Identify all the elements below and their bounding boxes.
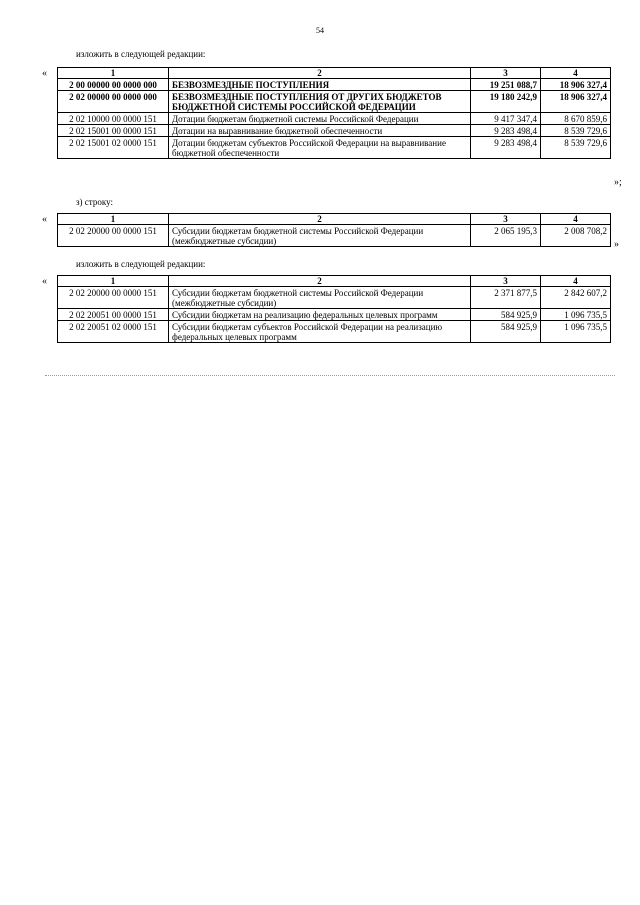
budget-code-cell: 2 00 00000 00 0000 000 bbox=[58, 79, 169, 91]
amount-col4-cell: 18 906 327,4 bbox=[541, 91, 611, 113]
section2-intro: з) строку: bbox=[76, 197, 113, 207]
amount-col4-cell: 1 096 735,5 bbox=[541, 309, 611, 321]
section1-intro: изложить в следующей редакции: bbox=[76, 49, 206, 59]
budget-code-cell: 2 02 00000 00 0000 000 bbox=[58, 91, 169, 113]
income-name-cell: Субсидии бюджетам бюджетной системы Российской Федерации (межбюджетные субсидии) bbox=[169, 225, 471, 247]
table-row bbox=[58, 225, 611, 247]
amount-col3-cell: 2 371 877,5 bbox=[471, 287, 541, 309]
section2-table bbox=[57, 213, 611, 247]
section2-tbody bbox=[58, 214, 611, 247]
section3-intro: изложить в следующей редакции: bbox=[76, 259, 206, 269]
table-row bbox=[58, 287, 611, 309]
column-header-4: 4 bbox=[541, 276, 611, 287]
amount-col4-cell: 1 096 735,5 bbox=[541, 321, 611, 343]
budget-code-cell: 2 02 20051 02 0000 151 bbox=[58, 321, 169, 343]
table-row bbox=[58, 113, 611, 125]
budget-code-cell: 2 02 15001 00 0000 151 bbox=[58, 125, 169, 137]
section3-table bbox=[57, 275, 611, 343]
column-header-1: 1 bbox=[58, 68, 169, 79]
income-name-cell: БЕЗВОЗМЕЗДНЫЕ ПОСТУПЛЕНИЯ bbox=[169, 79, 471, 91]
amount-col4-cell: 2 842 607,2 bbox=[541, 287, 611, 309]
amount-col3-cell: 9 283 498,4 bbox=[471, 137, 541, 159]
amount-col4-cell: 8 539 729,6 bbox=[541, 137, 611, 159]
table-header-row bbox=[58, 276, 611, 287]
column-header-4: 4 bbox=[541, 68, 611, 79]
amount-col3-cell: 9 417 347,4 bbox=[471, 113, 541, 125]
budget-code-cell: 2 02 20000 00 0000 151 bbox=[58, 287, 169, 309]
budget-code-cell: 2 02 10000 00 0000 151 bbox=[58, 113, 169, 125]
table-row bbox=[58, 79, 611, 91]
amount-col3-cell: 19 180 242,9 bbox=[471, 91, 541, 113]
scan-edge-line bbox=[45, 375, 615, 376]
budget-code-cell: 2 02 20000 00 0000 151 bbox=[58, 225, 169, 247]
amount-col4-cell: 18 906 327,4 bbox=[541, 79, 611, 91]
column-header-2: 2 bbox=[169, 68, 471, 79]
amount-col4-cell: 2 008 708,2 bbox=[541, 225, 611, 247]
section1-close-quote: »; bbox=[614, 177, 622, 188]
amount-col3-cell: 9 283 498,4 bbox=[471, 125, 541, 137]
table-row bbox=[58, 125, 611, 137]
amount-col4-cell: 8 670 859,6 bbox=[541, 113, 611, 125]
section1-table bbox=[57, 67, 611, 159]
section3-open-quote: « bbox=[42, 276, 47, 287]
column-header-4: 4 bbox=[541, 214, 611, 225]
table-header-row bbox=[58, 214, 611, 225]
section2-open-quote: « bbox=[42, 214, 47, 225]
income-name-cell: Субсидии бюджетам на реализацию федеральных целевых программ bbox=[169, 309, 471, 321]
amount-col3-cell: 19 251 088,7 bbox=[471, 79, 541, 91]
amount-col3-cell: 584 925,9 bbox=[471, 321, 541, 343]
income-name-cell: Субсидии бюджетам бюджетной системы Российской Федерации (межбюджетные субсидии) bbox=[169, 287, 471, 309]
table-row bbox=[58, 321, 611, 343]
column-header-3: 3 bbox=[471, 276, 541, 287]
section3-tbody bbox=[58, 276, 611, 343]
column-header-1: 1 bbox=[58, 214, 169, 225]
section1-tbody bbox=[58, 68, 611, 159]
section1-open-quote: « bbox=[42, 68, 47, 79]
column-header-2: 2 bbox=[169, 214, 471, 225]
table-row bbox=[58, 91, 611, 113]
table-row bbox=[58, 137, 611, 159]
table-header-row bbox=[58, 68, 611, 79]
page-number: 54 bbox=[316, 26, 324, 35]
section2-close-quote: » bbox=[614, 239, 619, 250]
column-header-1: 1 bbox=[58, 276, 169, 287]
income-name-cell: Субсидии бюджетам субъектов Российской Федерации на реализацию федеральных целевых программ bbox=[169, 321, 471, 343]
income-name-cell: БЕЗВОЗМЕЗДНЫЕ ПОСТУПЛЕНИЯ ОТ ДРУГИХ БЮДЖЕТОВ БЮДЖЕТНОЙ СИСТЕМЫ РОССИЙСКОЙ ФЕДЕРАЦИИ bbox=[169, 91, 471, 113]
amount-col3-cell: 584 925,9 bbox=[471, 309, 541, 321]
income-name-cell: Дотации на выравнивание бюджетной обеспеченности bbox=[169, 125, 471, 137]
amount-col4-cell: 8 539 729,6 bbox=[541, 125, 611, 137]
income-name-cell: Дотации бюджетам субъектов Российской Федерации на выравнивание бюджетной обеспеченности bbox=[169, 137, 471, 159]
amount-col3-cell: 2 065 195,3 bbox=[471, 225, 541, 247]
budget-code-cell: 2 02 20051 00 0000 151 bbox=[58, 309, 169, 321]
table-row bbox=[58, 309, 611, 321]
column-header-3: 3 bbox=[471, 68, 541, 79]
column-header-3: 3 bbox=[471, 214, 541, 225]
budget-code-cell: 2 02 15001 02 0000 151 bbox=[58, 137, 169, 159]
income-name-cell: Дотации бюджетам бюджетной системы Российской Федерации bbox=[169, 113, 471, 125]
column-header-2: 2 bbox=[169, 276, 471, 287]
